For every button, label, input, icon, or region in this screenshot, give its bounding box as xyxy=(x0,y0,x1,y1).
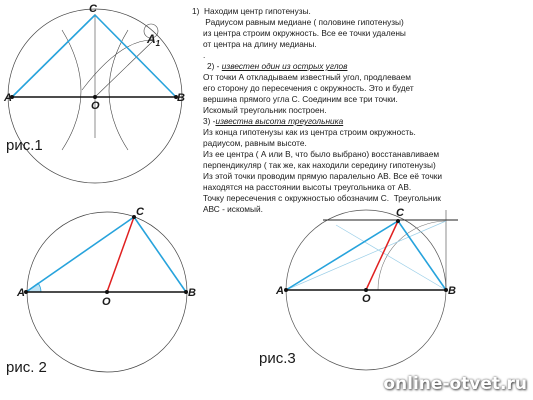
text-line-4: от центра на длину медианы. xyxy=(203,39,317,49)
fig1-label-a1-sub: 1 xyxy=(155,39,161,48)
text-line-3: из центра строим окружность. Все ее точки удалены xyxy=(203,28,406,38)
text-line-5: . xyxy=(203,50,206,60)
fig2-side-ac xyxy=(26,217,134,292)
fig2-label-o: O xyxy=(102,296,111,308)
fig1-point-o xyxy=(93,95,97,99)
fig1-label-c: C xyxy=(89,3,97,15)
fig1-label-o: O xyxy=(91,100,100,112)
text-line-6: От точки А откладываем известный угол, продлеваем xyxy=(203,72,411,82)
step3-title: известна высота треугольника xyxy=(215,116,344,126)
figure-2 xyxy=(16,206,196,372)
fig3-label-b: B xyxy=(448,285,456,297)
step2-number: 2) - xyxy=(207,61,222,71)
text-line-12: Из ее центра ( А или В, что было выбрано) восстанавливаем xyxy=(203,149,440,159)
fig1-label-a1-letter: A xyxy=(147,32,156,46)
text-line-16: Точку пересечения с окружностью обозначим С. Треугольник xyxy=(203,193,441,203)
fig2-side-bc xyxy=(134,217,186,292)
watermark: online-otvet.ru xyxy=(383,374,527,394)
step1-number: 1) xyxy=(192,6,200,16)
text-line-9: Искомый треугольник построен. xyxy=(203,105,327,115)
fig1-label-a1 xyxy=(146,32,161,48)
step3-number: 3) - xyxy=(203,116,216,126)
text-line-17: АВС - искомый. xyxy=(203,204,263,214)
step2-heading xyxy=(207,61,347,71)
step2-title: известен один из острых углов xyxy=(221,61,348,71)
fig1-ray-a1 xyxy=(95,41,153,97)
fig1-side-bc xyxy=(95,15,176,97)
fig3-label-c: C xyxy=(396,207,404,219)
fig2-label-b: B xyxy=(188,287,196,299)
figure-1 xyxy=(3,3,185,183)
text-line-2: Радиусом равным медиане ( половине гипотенузы) xyxy=(203,17,404,27)
figure-3 xyxy=(275,207,458,370)
fig2-caption: рис. 2 xyxy=(6,359,47,376)
fig3-label-a: A xyxy=(276,285,284,297)
fig1-construction-arc-a1 xyxy=(82,40,152,90)
fig3-caption: рис.3 xyxy=(259,350,296,367)
text-line-8: вершина прямого угла С. Соединим все три точки. xyxy=(203,94,398,104)
fig1-side-ac xyxy=(12,15,95,97)
text-line-14: Из этой точки проводим прямую паралельно АВ. Все её точки xyxy=(203,171,443,181)
text-line-15: находятся на расстоянии высоты треугольника от АВ. xyxy=(203,182,412,192)
fig1-label-a: A xyxy=(4,92,12,104)
fig3-label-o: O xyxy=(362,293,371,305)
fig2-point-o xyxy=(105,290,109,294)
text-line-7: его сторону до пересечения с окружность. Это и будет xyxy=(203,83,414,93)
fig3-point-c xyxy=(396,219,400,223)
fig1-label-b: B xyxy=(177,92,185,104)
text-line-10: Из конца гипотенузы как из центра строим окружность. xyxy=(203,127,416,137)
fig2-label-c: C xyxy=(136,206,144,218)
text-line-11: радиусом, равным высоте. xyxy=(203,138,307,148)
fig3-point-o xyxy=(364,288,368,292)
fig1-caption: рис.1 xyxy=(6,137,43,154)
fig2-label-a: A xyxy=(17,287,25,299)
step3-heading xyxy=(203,116,343,126)
text-line-13: перпендикуляр ( так же, как находили середину гипотенузы) xyxy=(203,160,436,170)
fig3-point-a xyxy=(284,288,288,292)
fig1-construction-arc-left xyxy=(62,30,81,150)
fig2-median-oc xyxy=(107,217,134,292)
text-line-1: Находим центр гипотенузы. xyxy=(204,6,311,16)
